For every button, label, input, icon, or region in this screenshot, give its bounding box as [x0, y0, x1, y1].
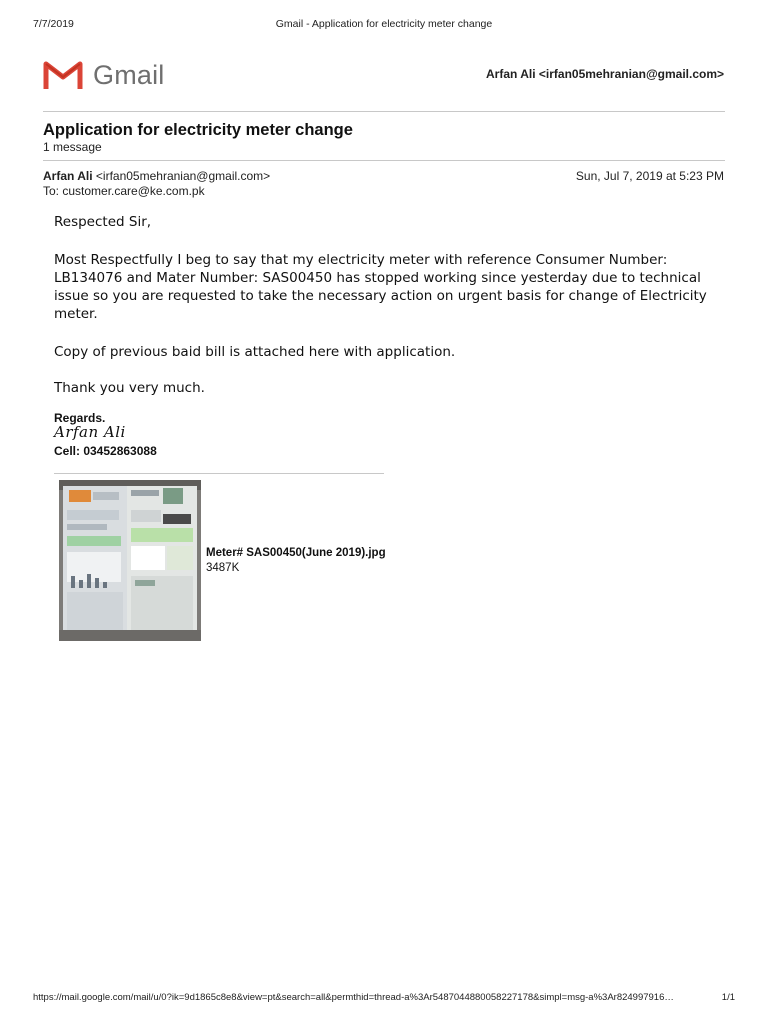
body-paragraph-1-text: Most Respectfully I beg to say that my electricity meter with reference Consumer Number: LB134076 and Mater Number: SAS00450 has stopped working since yesterday due to technical issue so you are requested to take the necessary action on urgent basis for change of Electricity meter.: [54, 252, 707, 322]
subject-divider: [43, 160, 725, 161]
body-paragraph-2: [54, 343, 724, 361]
body-paragraph-3: [54, 379, 724, 397]
handwritten-signature: Arfan Ali: [54, 423, 126, 441]
message-date: Sun, Jul 7, 2019 at 5:23 PM: [575, 169, 724, 183]
body-paragraph-3-text: Thank you very much.: [54, 380, 205, 396]
print-title: Gmail - Application for electricity meter change: [275, 18, 493, 30]
gmail-m-icon: [43, 60, 83, 90]
cell-number: Cell: 03452863088: [54, 444, 157, 458]
gmail-logo: [43, 58, 165, 92]
body-paragraph-2-text: Copy of previous baid bill is attached here with application.: [54, 344, 456, 360]
sender-name: Arfan Ali: [43, 169, 93, 183]
greeting-text: Respected Sir,: [54, 214, 152, 230]
recipient-line: To: customer.care@ke.com.pk: [43, 184, 205, 198]
account-label: Arfan Ali <irfan05mehranian@gmail.com>: [486, 67, 724, 81]
message-count: 1 message: [43, 140, 102, 154]
attachment-filename[interactable]: Meter# SAS00450(June 2019).jpg: [206, 547, 386, 559]
print-page-number: 1/1: [721, 992, 735, 1003]
body-paragraph-1: [54, 251, 724, 323]
regards: Regards.: [54, 411, 106, 425]
bill-photo-icon: [59, 480, 201, 641]
thread-subject: Application for electricity meter change: [43, 121, 353, 139]
print-date: 7/7/2019: [33, 18, 74, 30]
attachment-thumbnail[interactable]: [59, 480, 201, 641]
attachment-divider: [54, 473, 384, 474]
attachment-size: 3487K: [206, 562, 240, 574]
sender-email[interactable]: <irfan05mehranian@gmail.com>: [95, 169, 271, 183]
gmail-wordmark: Gmail: [93, 59, 165, 90]
sender-line: [43, 169, 270, 183]
greeting: [54, 213, 724, 231]
header-divider: [43, 111, 725, 112]
print-footer-url: https://mail.google.com/mail/u/0?ik=9d1865c8e8&view=pt&search=all&permthid=thread-a%3Ar5487044880058227178&simpl=msg-a%3Ar824997916…: [33, 992, 674, 1003]
